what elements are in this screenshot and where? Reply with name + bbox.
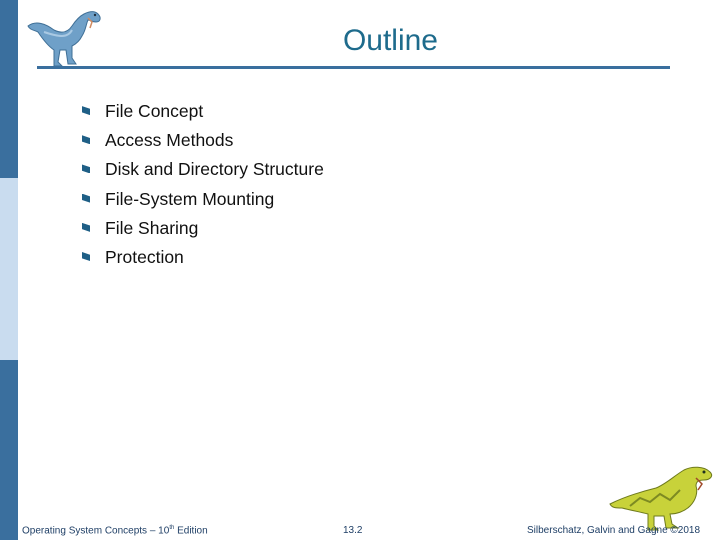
footer-course-title — [22, 525, 208, 536]
left-band-bottom — [0, 360, 18, 540]
bullet-square-icon — [82, 135, 90, 144]
bullet-square-icon — [82, 164, 90, 173]
bullet-square-icon — [82, 106, 90, 115]
bullet-item — [80, 155, 324, 184]
bullet-text: Access Methods — [105, 130, 234, 151]
bullet-item — [80, 243, 324, 272]
footer-course-prefix: Operating System Concepts – 10 — [22, 525, 170, 537]
slide-title: Outline — [342, 24, 438, 57]
bullet-item — [80, 126, 324, 155]
bullet-text: File Concept — [105, 101, 204, 122]
bullet-text: File-System Mounting — [105, 188, 275, 209]
footer-copyright: Silberschatz, Galvin and Gagne ©2018 — [527, 525, 701, 536]
footer-course-sup: th — [169, 525, 175, 531]
bullet-item — [80, 214, 324, 243]
bullet-item — [80, 97, 324, 126]
dinosaur-icon — [600, 462, 716, 532]
bullet-square-icon — [82, 252, 90, 261]
title-underline — [37, 66, 670, 69]
bullet-text: Disk and Directory Structure — [105, 159, 324, 180]
bullet-text: Protection — [105, 247, 184, 268]
bullet-item — [80, 185, 324, 214]
footer-course-suffix: Edition — [174, 525, 208, 537]
left-band-middle — [0, 178, 18, 360]
bullet-square-icon — [82, 223, 90, 232]
bullet-list — [80, 97, 324, 272]
bullet-text: File Sharing — [105, 217, 199, 238]
bullet-square-icon — [82, 194, 90, 203]
slide-number: 13.2 — [343, 525, 363, 536]
